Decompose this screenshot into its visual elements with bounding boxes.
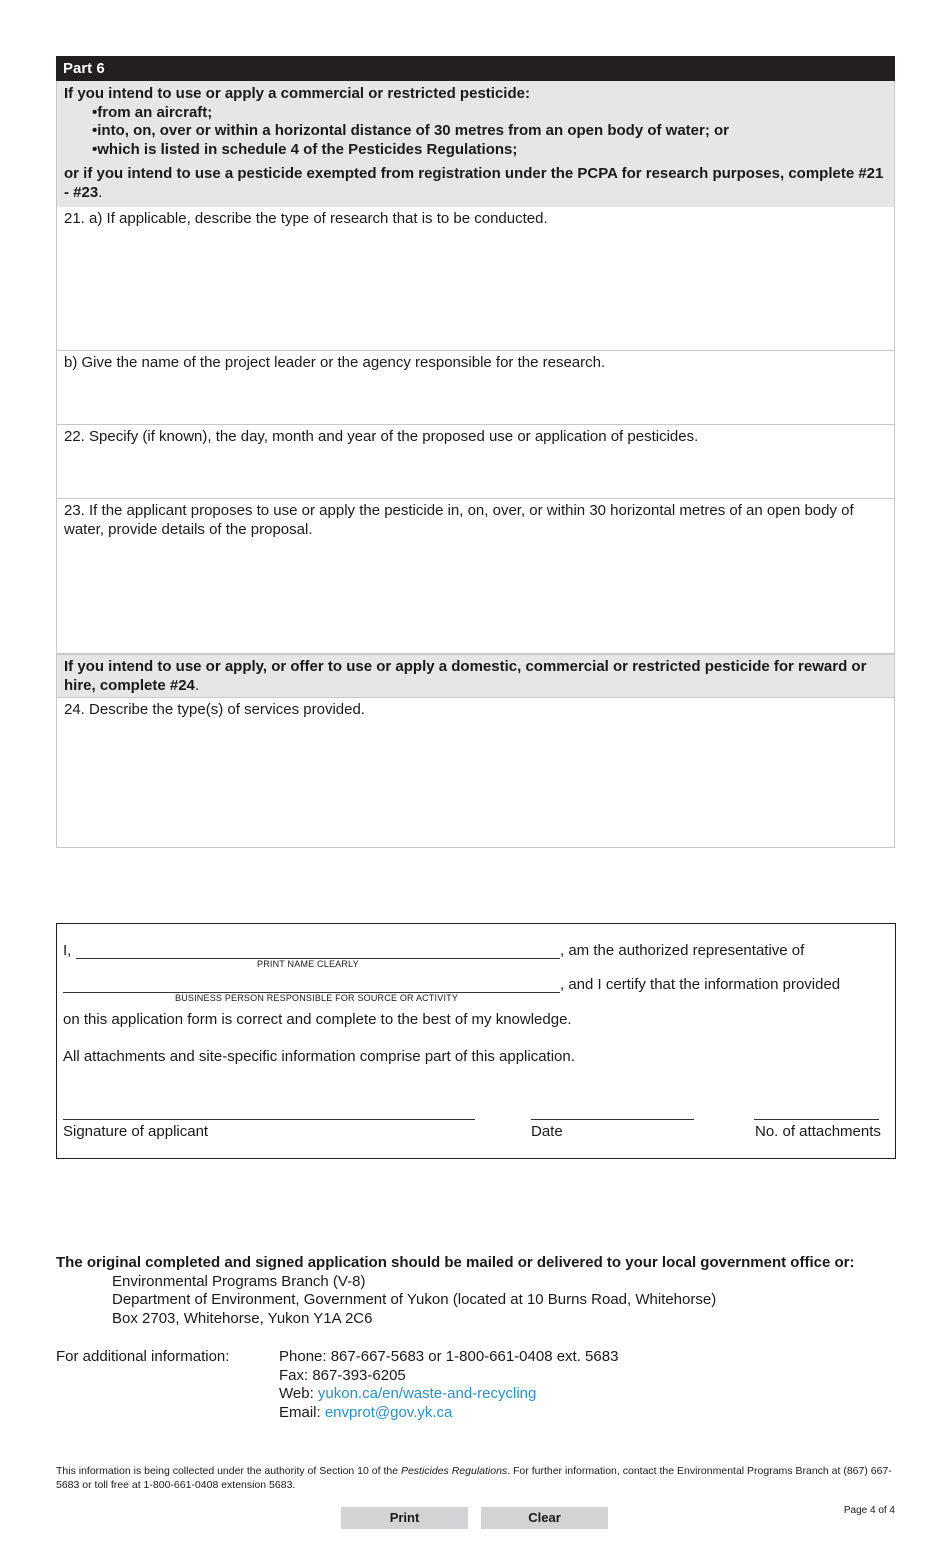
clear-button[interactable]: Clear [481,1507,608,1529]
instructions-or-line [64,165,887,202]
mailing-heading: The original completed and signed application should be mailed or delivered to your local government office or: [56,1254,855,1271]
web-link[interactable]: yukon.ca/en/waste-and-recycling [317,1385,537,1402]
hire-text: If you intend to use or apply, or offer to use or apply a domestic, commercial or restricted pesticide for reward or hire, complete #24 [64,658,867,694]
mailing-address-line: Box 2703, Whitehorse, Yukon Y1A 2C6 [112,1309,373,1327]
part-title: Part 6 [63,60,105,77]
cert-correct-line: on this application form is correct and complete to the best of my knowledge. [63,1011,572,1028]
page-number: Page 4 of 4 [843,1505,895,1516]
cert-representative-text: , am the authorized representative of [560,942,805,959]
business-caption: BUSINESS PERSON RESPONSIBLE FOR SOURCE OR ACTIVITY [175,993,459,1003]
attachments-count-label: No. of attachments [755,1123,881,1140]
cert-prefix: I, [63,942,72,959]
hire-period: . [194,676,200,694]
contact-phone: Phone: 867-667-5683 or 1-800-661-0408 ext. 5683 [279,1348,619,1365]
web-prefix: Web: [279,1385,318,1402]
cert-attachments-line: All attachments and site-specific information comprise part of this application. [63,1048,575,1065]
signature-line[interactable] [63,1119,475,1120]
question-24-field[interactable] [56,697,895,848]
contact-details [279,1348,618,1422]
or-line-text: or if you intend to use a pesticide exempted from registration under the PCPA for research purposes, complete #21 - #23 [64,165,884,201]
date-label: Date [531,1123,563,1140]
print-name-caption: PRINT NAME CLEARLY [257,959,359,969]
question-24-label: 24. Describe the type(s) of services provided. [64,701,365,718]
instructions-bullet-list [64,104,887,160]
contact-email [279,1404,618,1423]
or-line-period: . [98,183,103,201]
mailing-address-line: Department of Environment, Government of Yukon (located at 10 Burns Road, Whitehorse) [112,1291,717,1308]
part-6-instructions [56,81,895,207]
question-23-label: 23. If the applicant proposes to use or apply the pesticide in, on, over, or within 30 horizontal metres of an open body of water, provide details of the proposal. [64,502,854,538]
instructions-lead: If you intend to use or apply a commercial or restricted pesticide: [64,85,530,102]
notice-part-a: This information is being collected under the authority of Section 10 of the [56,1465,401,1477]
signature-label: Signature of applicant [63,1123,209,1140]
contact-fax: Fax: 867-393-6205 [279,1366,406,1384]
reward-hire-instructions [56,654,895,697]
contact-web [279,1385,618,1404]
question-23-field[interactable] [56,499,895,654]
collection-notice [56,1465,896,1492]
attachments-count-line[interactable] [754,1119,879,1120]
question-21a-field[interactable] [56,207,895,351]
cert-certify-text: , and I certify that the information provided [560,976,841,993]
certification-box [56,923,896,1159]
part-6-header [56,56,895,81]
mailing-address-line: Environmental Programs Branch (V-8) [112,1272,366,1290]
question-22-field[interactable] [56,425,895,499]
notice-part-b: . For further information, contact the Environmental Programs Branch at (867) 667-5683 or toll free at 1-800-661-0408 extension 5683. [56,1465,892,1491]
question-22-label: 22. Specify (if known), the day, month and year of the proposed use or application of pesticides. [64,428,699,445]
question-21a-label: 21. a) If applicable, describe the type of research that is to be conducted. [64,210,548,227]
bullet-item: • from an aircraft; [92,104,887,123]
contact-label: For additional information: [56,1348,230,1365]
bullet-item: • which is listed in schedule 4 of the Pesticides Regulations; [92,141,887,160]
date-line[interactable] [531,1119,694,1120]
email-link[interactable]: envprot@gov.yk.ca [324,1403,453,1421]
notice-regulations-title: Pesticides Regulations [400,1465,508,1477]
question-21b-label: b) Give the name of the project leader or the agency responsible for the research. [64,354,606,371]
bullet-item: • into, on, over or within a horizontal distance of 30 metres from an open body of water; or [92,122,887,141]
mailing-instructions [56,1254,936,1328]
print-button[interactable]: Print [341,1507,468,1529]
email-prefix: Email: [279,1403,325,1421]
question-21b-field[interactable] [56,351,895,425]
